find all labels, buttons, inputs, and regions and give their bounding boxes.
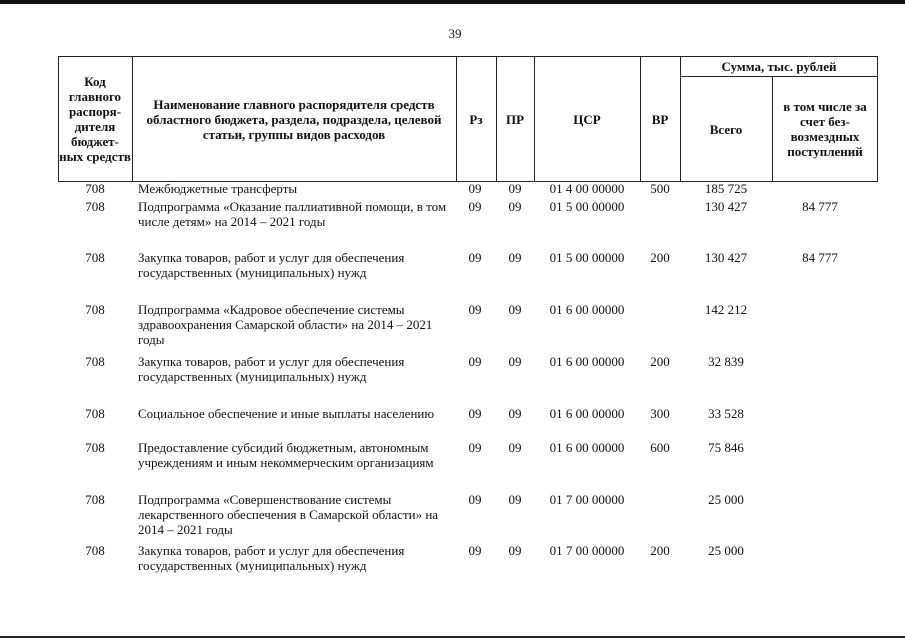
header-total: Всего [709,121,743,137]
cell-vr: 200 [650,250,670,265]
cell-free: 84 777 [802,250,838,265]
cell-name: Подпрограмма «Оказание паллиативной помощи, в том числе детям» на 2014 – 2021 годы [138,199,447,229]
cell-vr: 600 [650,440,670,455]
cell-name: Подпрограмма «Кадровое обеспечение системы здравоохранения Самарской области» на 2014 – 2021 годы [138,302,433,347]
cell-pr: 09 [508,543,522,558]
bottom-border [0,636,905,638]
cell-rz: 09 [468,440,482,455]
header-rz: Рз [469,111,483,127]
cell-total: 33 528 [708,406,744,421]
cell-code: 708 [85,440,105,455]
cell-code: 708 [85,406,105,421]
cell-code: 708 [85,199,105,214]
cell-total: 142 212 [704,302,748,317]
cell-pr: 09 [508,492,522,507]
cell-csr: 01 6 00 00000 [549,440,625,455]
cell-pr: 09 [508,302,522,317]
cell-vr: 200 [650,354,670,369]
page-number: 39 [448,26,462,41]
cell-rz: 09 [468,354,482,369]
cell-csr: 01 6 00 00000 [549,406,625,421]
cell-rz: 09 [468,406,482,421]
cell-vr: 200 [650,543,670,558]
cell-rz: 09 [468,302,482,317]
cell-rz: 09 [468,199,482,214]
cell-code: 708 [85,492,105,507]
cell-total: 75 846 [708,440,744,455]
cell-name: Предоставление субсидий бюджетным, автономным учреждениям и иным некоммерческим организациям [138,440,434,470]
cell-total: 25 000 [708,543,744,558]
cell-code: 708 [85,543,105,558]
col-border [877,56,878,182]
cell-code: 708 [85,302,105,317]
cell-csr: 01 5 00 00000 [549,250,625,265]
cell-vr: 300 [650,406,670,421]
cell-total: 25 000 [708,492,744,507]
top-border [0,0,905,4]
cell-pr: 09 [508,250,522,265]
cell-free: 84 777 [802,199,838,214]
cell-csr: 01 7 00 00000 [549,543,625,558]
cell-pr: 09 [508,199,522,214]
header-sum: Сумма, тыс. рублей [721,59,837,74]
header-vr: ВР [651,111,669,127]
cell-pr: 09 [508,181,522,196]
cell-total: 32 839 [708,354,744,369]
cell-csr: 01 7 00 00000 [549,492,625,507]
cell-code: 708 [85,181,105,196]
cell-name: Подпрограмма «Совершенствование системы лекарственного обеспечения в Самарской области» на 2014 – 2021 годы [138,492,439,537]
cell-csr: 01 5 00 00000 [549,199,625,214]
cell-rz: 09 [468,543,482,558]
cell-rz: 09 [468,492,482,507]
cell-csr: 01 4 00 00000 [549,181,625,196]
cell-name: Закупка товаров, работ и услуг для обеспечения государственных (муниципальных) нужд [138,543,405,573]
cell-total: 130 427 [704,199,748,214]
cell-pr: 09 [508,440,522,455]
cell-total: 130 427 [704,250,748,265]
cell-name: Социальное обеспечение и иные выплаты населению [138,406,435,421]
header-name: Наименование главного распорядителя средств областного бюджета, раздела, подраздела, целевой статьи, группы видов расходов [146,96,442,142]
cell-total: 185 725 [704,181,748,196]
cell-rz: 09 [468,250,482,265]
cell-vr: 500 [650,181,670,196]
cell-name: Закупка товаров, работ и услуг для обеспечения государственных (муниципальных) нужд [138,250,405,280]
cell-name: Закупка товаров, работ и услуг для обеспечения государственных (муниципальных) нужд [138,354,405,384]
col-border [132,56,133,182]
cell-code: 708 [85,250,105,265]
header-code: Код главного распоря-дителя бюджет-ных средств [59,74,131,164]
cell-pr: 09 [508,354,522,369]
header-free: в том числе за счет без-возмездных поступлений [783,99,867,159]
cell-csr: 01 6 00 00000 [549,354,625,369]
cell-code: 708 [85,354,105,369]
header-csr: ЦСР [573,111,601,127]
header-pr: ПР [505,111,525,127]
cell-pr: 09 [508,406,522,421]
cell-rz: 09 [468,181,482,196]
cell-name: Межбюджетные трансферты [138,181,298,196]
cell-csr: 01 6 00 00000 [549,302,625,317]
